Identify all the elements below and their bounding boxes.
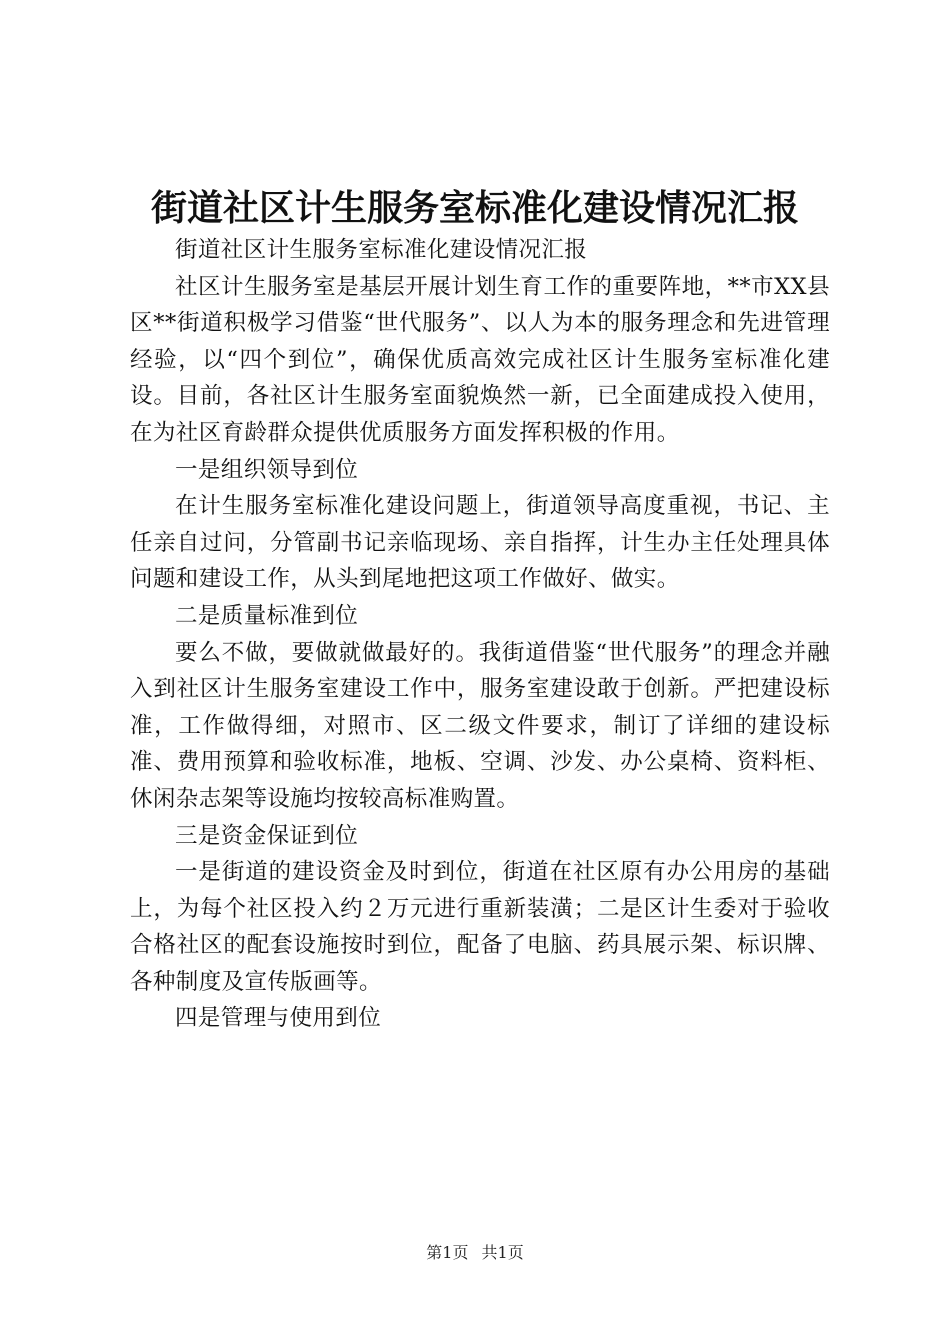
document-body xyxy=(130,232,830,1037)
document-title: 街道社区计生服务室标准化建设情况汇报 xyxy=(150,187,799,229)
page-footer xyxy=(0,1242,950,1264)
section-heading-quality: 二是质量标准到位 xyxy=(175,602,359,629)
section-heading-organization: 一是组织领导到位 xyxy=(175,456,359,483)
paragraph-organization: 在计生服务室标准化建设问题上，街道领导高度重视，书记、主任亲自过问，分管副书记亲临现场、亲自指挥，计生办主任处理具体问题和建设工作，从头到尾地把这项工作做好、做实。 xyxy=(130,493,830,593)
section-heading-management: 四是管理与使用到位 xyxy=(175,1005,382,1032)
paragraph-intro: 社区计生服务室是基层开展计划生育工作的重要阵地，**市XX县区**街道积极学习借鉴“世代服务”、以人为本的服务理念和先进管理经验，以“四个到位”，确保优质高效完成社区计生服务室标准化建设。目前，各社区计生服务室面貌焕然一新，已全面建成投入使用，在为社区育龄群众提供优质服务方面发挥积极的作用。 xyxy=(130,273,830,446)
page-total: 共1页 xyxy=(481,1243,524,1262)
paragraph-funding: 一是街道的建设资金及时到位，街道在社区原有办公用房的基础上，为每个社区投入约２万元进行重新装潢；二是区计生委对于验收合格社区的配套设施按时到位，配备了电脑、药具展示架、标识牌、各种制度及宣传版画等。 xyxy=(130,859,830,995)
section-heading-funding: 三是资金保证到位 xyxy=(175,822,359,849)
document-subtitle: 街道社区计生服务室标准化建设情况汇报 xyxy=(175,237,588,263)
paragraph-quality: 要么不做，要做就做最好的。我街道借鉴“世代服务”的理念并融入到社区计生服务室建设工作中，服务室建设敢于创新。严把建设标准，工作做得细，对照市、区二级文件要求，制订了详细的建设标准、费用预算和验收标准，地板、空调、沙发、办公桌椅、资料柜、休闲杂志架等设施均按较高标准购置。 xyxy=(130,639,830,812)
page-number: 第1页 xyxy=(426,1243,469,1262)
